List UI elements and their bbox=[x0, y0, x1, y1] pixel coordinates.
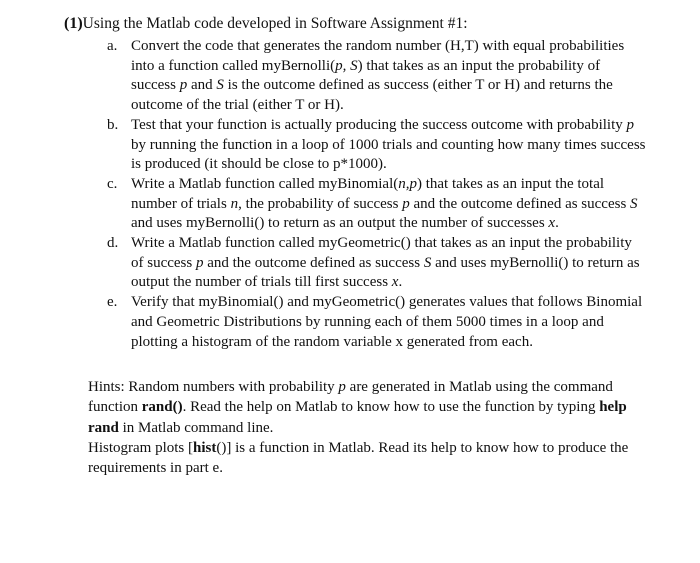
item-text: Test that your function is actually producing the success outcome with probability bbox=[131, 116, 627, 133]
command-name: help rand bbox=[88, 399, 627, 436]
math-variable: x bbox=[548, 215, 556, 232]
task-list bbox=[107, 37, 647, 352]
math-variable: p bbox=[195, 254, 204, 271]
math-variable: p, S bbox=[335, 57, 358, 74]
command-name: hist bbox=[193, 439, 217, 456]
item-marker: a. bbox=[107, 38, 118, 54]
math-variable: S bbox=[630, 195, 638, 212]
hint-text: are generated in Matlab using the command function bbox=[88, 379, 613, 416]
task-item-c bbox=[107, 175, 647, 234]
task-item-b bbox=[107, 116, 647, 175]
item-text: , the probability of success bbox=[238, 195, 403, 212]
item-text: . bbox=[555, 215, 559, 232]
question-heading bbox=[64, 14, 468, 34]
item-text: and uses myBernolli() to return as output the number of trials till first success bbox=[131, 254, 640, 291]
hints-section bbox=[88, 377, 648, 478]
math-variable: p bbox=[402, 195, 410, 212]
math-variable: S bbox=[216, 77, 224, 94]
item-text: Verify that myBinomial() and myGeometric() generates values that follows Binomial and Geometric Distributions by running each of them 5000 times in a loop and plotting a histogram of the random variable x generated from each. bbox=[131, 294, 643, 350]
item-text: by running the function in a loop of 1000 trials and counting how many times success is produced (it should be close to p*1000). bbox=[131, 136, 646, 173]
question-intro: Using the Matlab code developed in Software Assignment #1: bbox=[82, 15, 468, 32]
item-text: and the outcome defined as success bbox=[203, 254, 424, 271]
hints-paragraph-rand bbox=[88, 377, 648, 438]
item-text: ) that takes as an input the total number of trials bbox=[131, 175, 605, 212]
hint-text: . Read the help on Matlab to know how to use the function by typing bbox=[182, 399, 600, 416]
math-variable: n,p bbox=[398, 175, 417, 192]
hint-text: Hints: Random numbers with probability bbox=[88, 379, 339, 395]
item-marker: e. bbox=[107, 294, 118, 311]
hint-text: Histogram plots [ bbox=[88, 439, 193, 456]
math-variable: x bbox=[391, 274, 399, 291]
item-text: Write a Matlab function called myGeometric() that takes as an input the probability of success bbox=[131, 235, 632, 271]
task-item-d bbox=[107, 234, 647, 293]
task-item-e bbox=[107, 293, 647, 352]
item-marker: b. bbox=[107, 116, 119, 133]
item-marker: c. bbox=[107, 175, 118, 192]
task-item-a bbox=[107, 37, 647, 116]
hint-text: ()] is a function in Matlab. Read its help to know how to produce the requirements in part e. bbox=[88, 439, 629, 477]
item-text: is the outcome defined as success (either T or H) and returns the outcome of the trial (either T or H). bbox=[131, 77, 613, 114]
item-text: Write a Matlab function called myBinomial( bbox=[131, 175, 399, 192]
item-marker: d. bbox=[107, 235, 119, 252]
math-variable: p bbox=[338, 379, 346, 395]
math-variable: n bbox=[230, 195, 239, 212]
item-text: and bbox=[187, 77, 217, 94]
item-text: . bbox=[398, 274, 403, 291]
hint-text: in Matlab command line. bbox=[118, 419, 274, 436]
item-text: Convert the code that generates the random number (H,T) with equal probabilities into a function called myBernolli( bbox=[131, 38, 625, 74]
math-variable: p bbox=[179, 77, 188, 94]
item-text: ) that takes as an input the probability of success bbox=[131, 57, 601, 94]
item-text: and uses myBernolli() to return as an output the number of successes bbox=[131, 215, 549, 232]
item-text: and the outcome defined as success bbox=[409, 195, 631, 212]
question-number: (1) bbox=[64, 15, 83, 32]
math-variable: p bbox=[626, 116, 635, 133]
math-variable: S bbox=[423, 254, 432, 271]
command-name: rand() bbox=[141, 399, 183, 416]
hints-paragraph-hist bbox=[88, 438, 648, 479]
